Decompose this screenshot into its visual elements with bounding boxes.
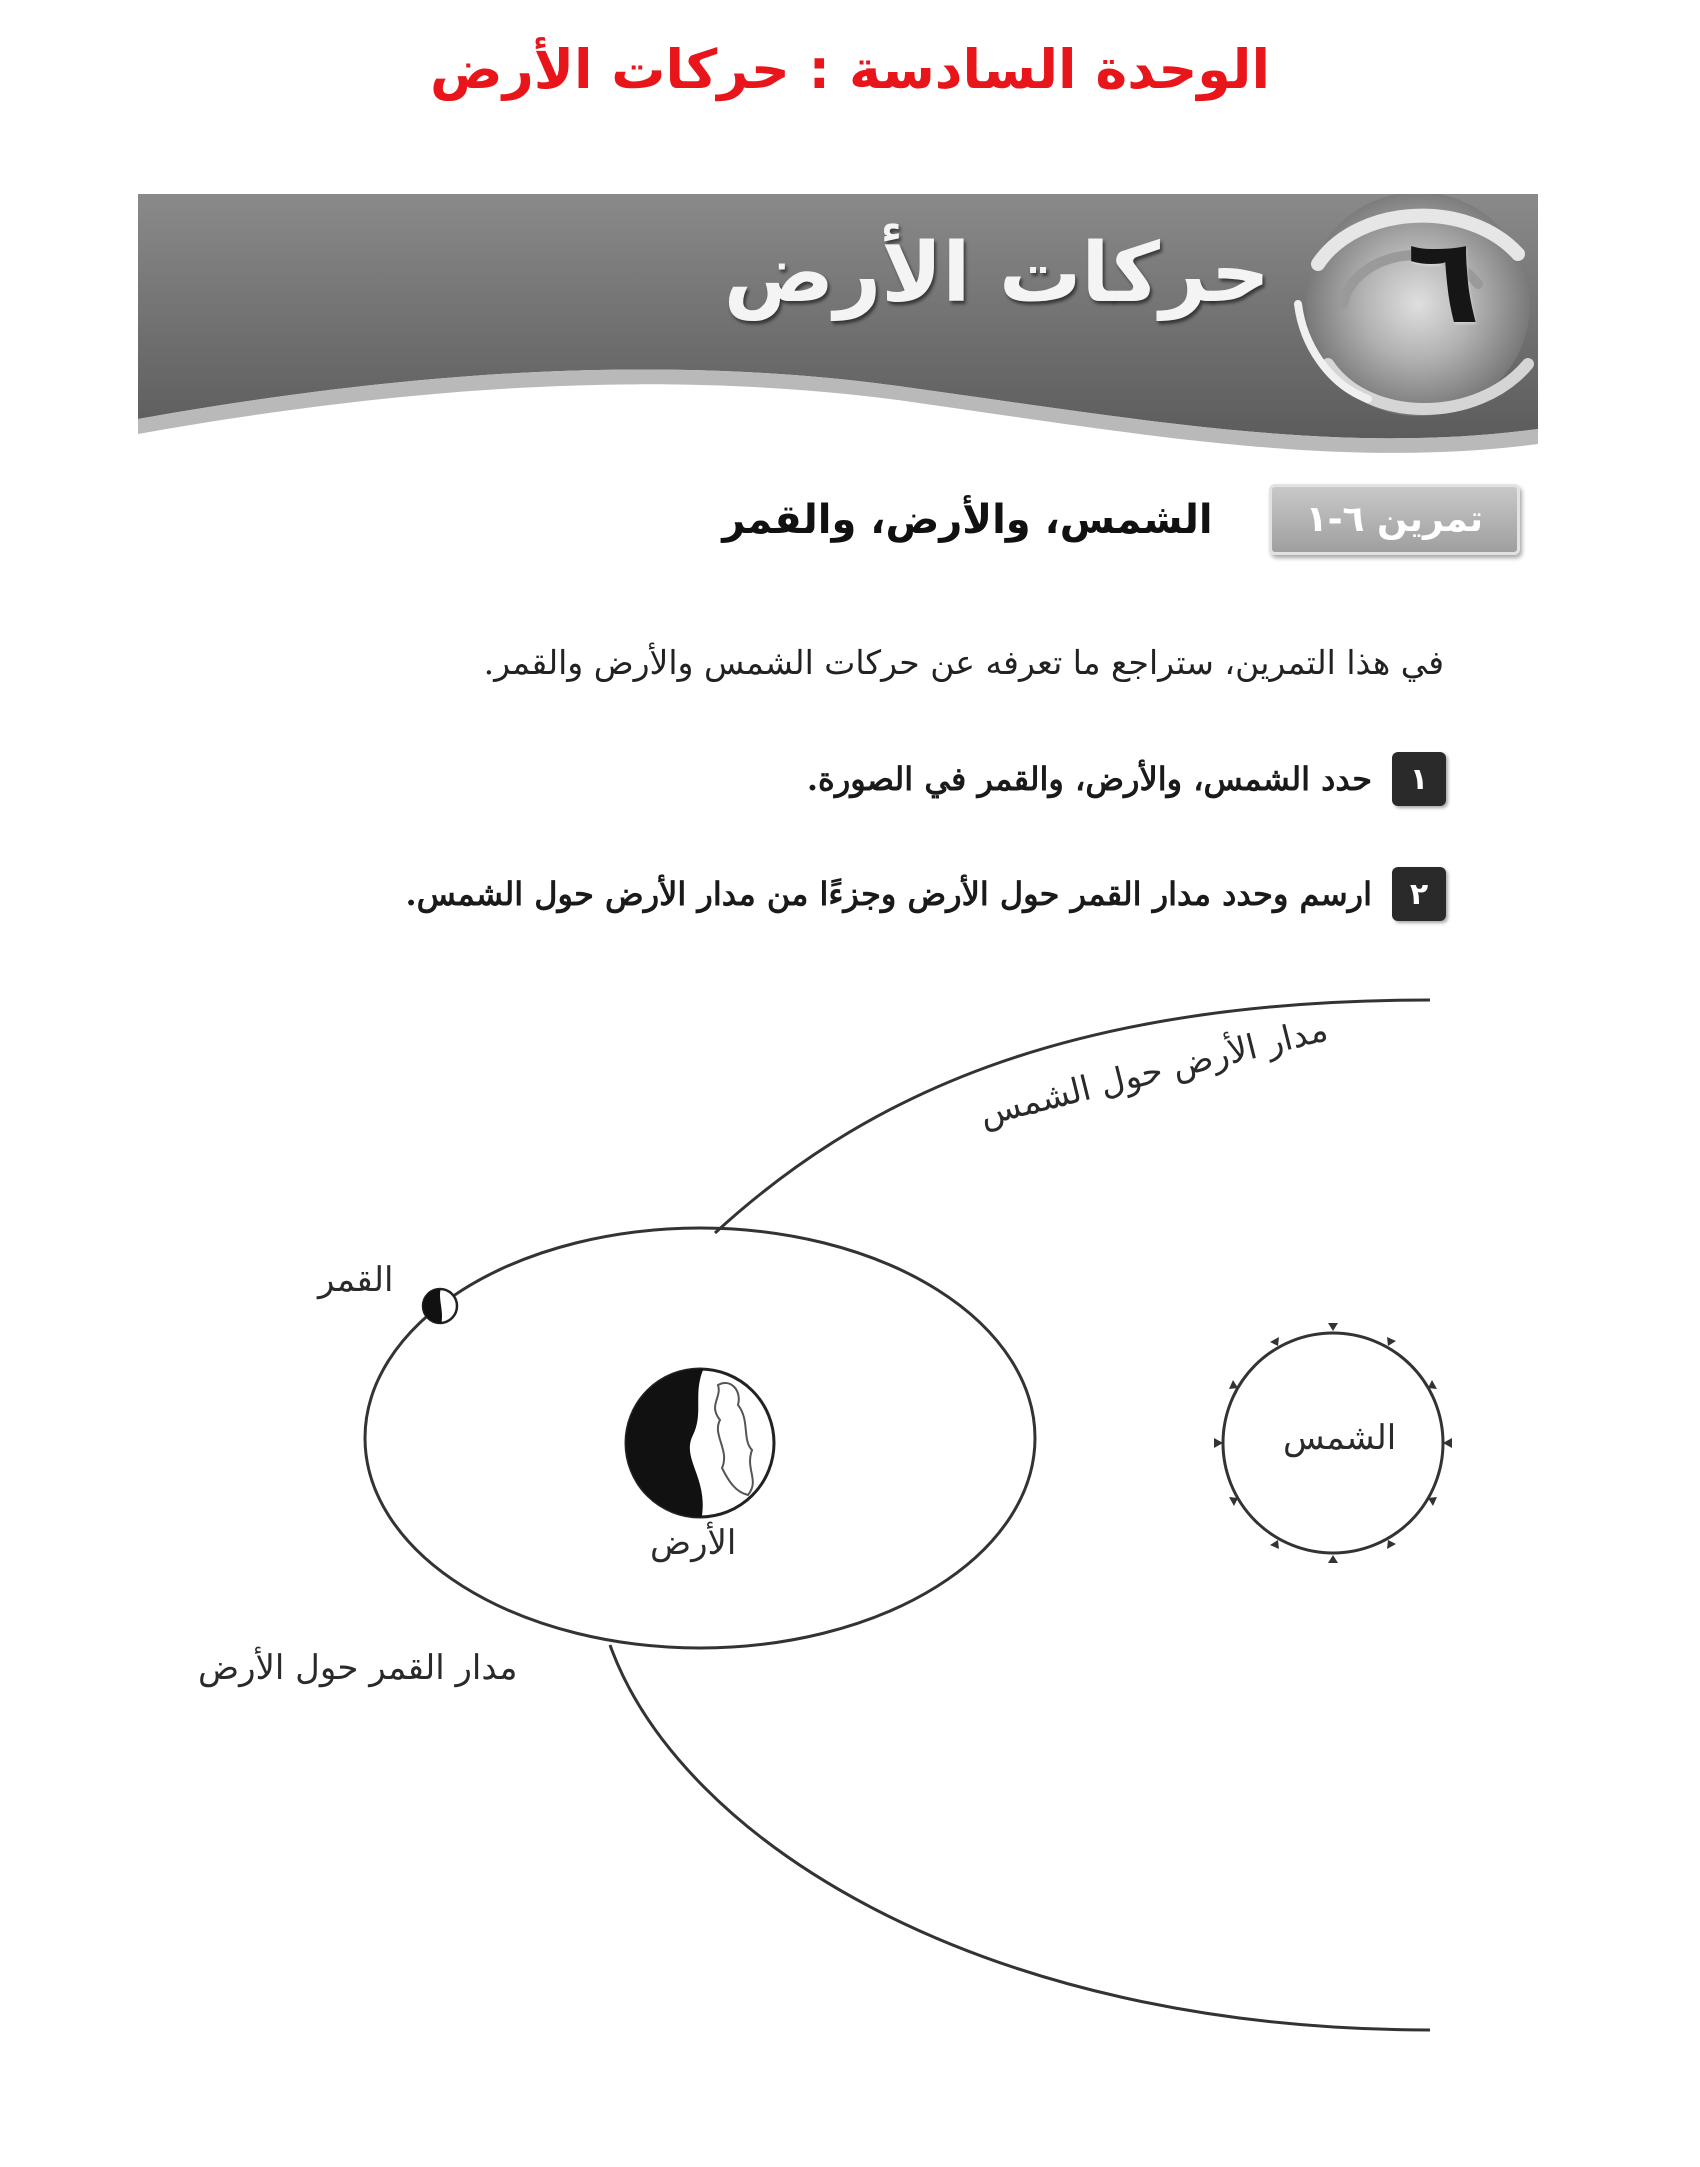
- diagram-drawing: [0, 980, 1700, 2080]
- earth-orbit-label: مدار الأرض حول الشمس: [975, 1009, 1332, 1135]
- moon-orbit-label: مدار القمر حول الأرض: [198, 1648, 518, 1688]
- task-text: حدد الشمس، والأرض، والقمر في الصورة.: [806, 760, 1372, 798]
- task-item: [807, 752, 1446, 806]
- chapter-number: ٦: [1406, 212, 1480, 351]
- exercise-heading: الشمس، والأرض، والقمر: [722, 496, 1213, 543]
- sun-earth-moon-diagram: [0, 980, 1700, 2080]
- task-number-badge: ١: [1392, 752, 1446, 806]
- moon-label: القمر: [318, 1260, 394, 1300]
- exercise-badge: تمرين ٦-١: [1269, 484, 1520, 555]
- exercise-intro: في هذا التمرين، ستراجع ما تعرفه عن حركات الشمس والأرض والقمر.: [483, 643, 1444, 682]
- page-title: الوحدة السادسة : حركات الأرض: [430, 38, 1270, 101]
- task-text: ارسم وحدد مدار القمر حول الأرض وجزءًا من مدار الأرض حول الشمس.: [405, 875, 1372, 913]
- earth-label: الأرض: [650, 1523, 737, 1563]
- exercise-header: [722, 484, 1520, 555]
- chapter-title: حركات الأرض: [723, 226, 1270, 321]
- task-number-badge: ٢: [1392, 867, 1446, 921]
- sun-label: الشمس: [1283, 1418, 1397, 1458]
- moon-body: [420, 1285, 457, 1328]
- task-item: [406, 867, 1446, 921]
- earth-globe: [626, 1360, 774, 1525]
- chapter-banner: [138, 194, 1538, 464]
